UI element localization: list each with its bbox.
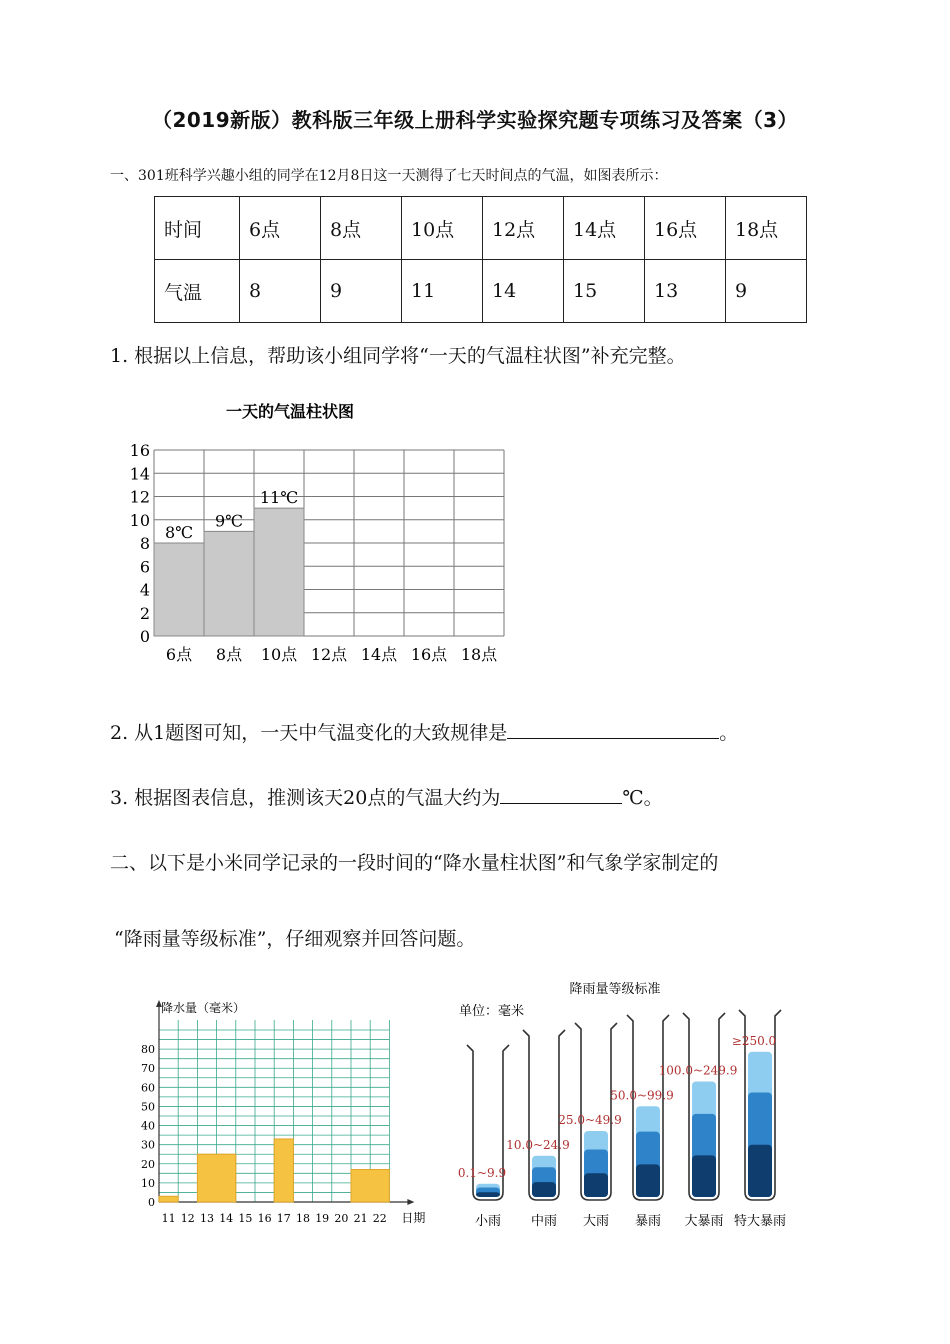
table-cell: 10点 xyxy=(402,197,483,260)
y-tick-label: 14 xyxy=(129,464,150,484)
y-tick-label: 40 xyxy=(141,1119,155,1133)
table-cell: 12点 xyxy=(483,197,564,260)
y-tick-label: 8 xyxy=(139,534,150,553)
y-tick-label: 12 xyxy=(129,487,150,507)
x-tick-label: 18 xyxy=(296,1212,310,1225)
table-cell: 时间 xyxy=(155,197,240,260)
level-name: 大暴雨 xyxy=(684,1214,724,1229)
x-tick-label: 8点 xyxy=(215,645,243,664)
question-2-text: 2. 从1题图可知，一天中气温变化的大致规律是 xyxy=(110,722,508,744)
table-cell: 15 xyxy=(564,260,645,323)
x-tick-label: 16 xyxy=(257,1212,272,1225)
range-label: ≥250.0 xyxy=(731,1033,777,1048)
rainfall-level-diagram xyxy=(445,975,855,1240)
diagram-title: 降雨量等级标准 xyxy=(569,982,661,997)
question-1: 1. 根据以上信息，帮助该小组同学将“一天的气温柱状图”补充完整。 xyxy=(110,345,686,367)
bar xyxy=(254,508,304,636)
data-label: 9℃ xyxy=(214,511,244,531)
table-cell: 8点 xyxy=(321,197,402,260)
table-cell: 11 xyxy=(402,260,483,323)
x-tick-label: 14 xyxy=(219,1212,234,1225)
table-cell: 6点 xyxy=(240,197,321,260)
table-row xyxy=(155,260,807,323)
x-tick-label: 14点 xyxy=(360,645,398,664)
y-tick-label: 2 xyxy=(139,603,150,623)
section1-intro: 一、301班科学兴趣小组的同学在12月8日这一天测得了七天时间点的气温，如图表所示： xyxy=(110,168,668,184)
question-2 xyxy=(110,718,738,745)
level-name: 特大暴雨 xyxy=(733,1214,787,1229)
x-tick-label: 20 xyxy=(334,1212,349,1225)
section2-line2: “降雨量等级标准”，仔细观察并回答问题。 xyxy=(114,928,476,950)
section2-line1: 二、以下是小米同学记录的一段时间的“降水量柱状图”和气象学家制定的 xyxy=(110,852,719,874)
question-2-end: 。 xyxy=(719,722,739,744)
x-tick-label: 17 xyxy=(276,1212,291,1225)
y-tick-label: 50 xyxy=(141,1100,155,1114)
bar xyxy=(197,1154,235,1202)
x-axis-title: 日期 xyxy=(401,1211,426,1225)
table-cell: 14 xyxy=(483,260,564,323)
x-tick-label: 12 xyxy=(180,1212,195,1225)
x-tick-label: 12点 xyxy=(310,645,348,664)
y-tick-label: 60 xyxy=(141,1081,155,1095)
liquid-layer xyxy=(476,1192,500,1197)
y-tick-label: 0 xyxy=(139,627,150,646)
table-cell: 9 xyxy=(321,260,402,323)
x-axis-arrow xyxy=(407,1199,414,1205)
y-tick-label: 70 xyxy=(141,1062,155,1076)
liquid-layer xyxy=(532,1182,556,1197)
temperature-table xyxy=(154,196,807,323)
y-tick-label: 10 xyxy=(141,1176,155,1190)
table-row xyxy=(155,197,807,260)
range-label: 10.0~24.9 xyxy=(506,1137,570,1152)
level-name: 小雨 xyxy=(474,1214,502,1229)
x-tick-label: 13 xyxy=(200,1212,214,1225)
question-3-text: 3. 根据图表信息，推测该天20点的气温大约为 xyxy=(110,787,501,809)
range-label: 25.0~49.9 xyxy=(558,1113,622,1127)
answer-blank[interactable] xyxy=(507,722,719,739)
x-tick-label: 11 xyxy=(161,1212,176,1225)
liquid-layer xyxy=(584,1173,608,1197)
x-tick-label: 22 xyxy=(372,1212,387,1225)
bar xyxy=(274,1139,293,1202)
data-label: 11℃ xyxy=(259,488,299,508)
x-tick-label: 6点 xyxy=(165,645,193,664)
y-tick-label: 4 xyxy=(139,580,150,600)
level-name: 中雨 xyxy=(530,1214,558,1229)
table-cell: 14点 xyxy=(564,197,645,260)
answer-blank[interactable] xyxy=(500,787,622,804)
y-tick-label: 30 xyxy=(141,1138,155,1152)
y-tick-label: 0 xyxy=(148,1196,155,1209)
page-title: （2019新版）教科版三年级上册科学实验探究题专项练习及答案（3） xyxy=(151,108,799,132)
y-tick-label: 6 xyxy=(139,557,150,577)
range-label: 100.0~249.9 xyxy=(658,1063,738,1078)
y-tick-label: 16 xyxy=(129,441,150,460)
bar xyxy=(159,1196,178,1202)
table-cell: 9 xyxy=(726,260,807,323)
liquid-layer xyxy=(692,1155,716,1197)
y-axis-title: 降水量（毫米） xyxy=(161,1001,246,1015)
bar xyxy=(351,1170,389,1202)
x-tick-label: 21 xyxy=(353,1212,368,1225)
temperature-bar-chart xyxy=(110,395,540,675)
x-tick-label: 19 xyxy=(315,1212,330,1225)
y-tick-label: 20 xyxy=(141,1157,155,1171)
x-tick-label: 15 xyxy=(238,1212,253,1225)
x-tick-label: 18点 xyxy=(460,645,498,664)
y-tick-label: 80 xyxy=(141,1043,155,1057)
level-name: 暴雨 xyxy=(634,1214,662,1229)
table-cell: 13 xyxy=(645,260,726,323)
precipitation-bar-chart xyxy=(135,995,430,1225)
liquid-layer xyxy=(748,1145,772,1197)
data-label: 8℃ xyxy=(164,523,194,542)
range-label: 50.0~99.9 xyxy=(610,1088,674,1103)
table-cell: 18点 xyxy=(726,197,807,260)
question-3-end: ℃。 xyxy=(622,787,663,809)
chart-title: 一天的气温柱状图 xyxy=(225,402,355,421)
bar xyxy=(204,531,254,636)
range-label: 0.1~9.9 xyxy=(457,1165,507,1180)
unit-label: 单位：毫米 xyxy=(459,1004,525,1019)
level-name: 大雨 xyxy=(582,1214,610,1229)
y-tick-label: 10 xyxy=(129,510,150,530)
table-cell: 气温 xyxy=(155,260,240,323)
x-tick-label: 16点 xyxy=(410,645,448,664)
bar xyxy=(154,543,204,636)
liquid-layer xyxy=(636,1164,660,1197)
table-cell: 8 xyxy=(240,260,321,323)
x-tick-label: 10点 xyxy=(260,645,298,664)
table-cell: 16点 xyxy=(645,197,726,260)
question-3 xyxy=(110,783,663,810)
